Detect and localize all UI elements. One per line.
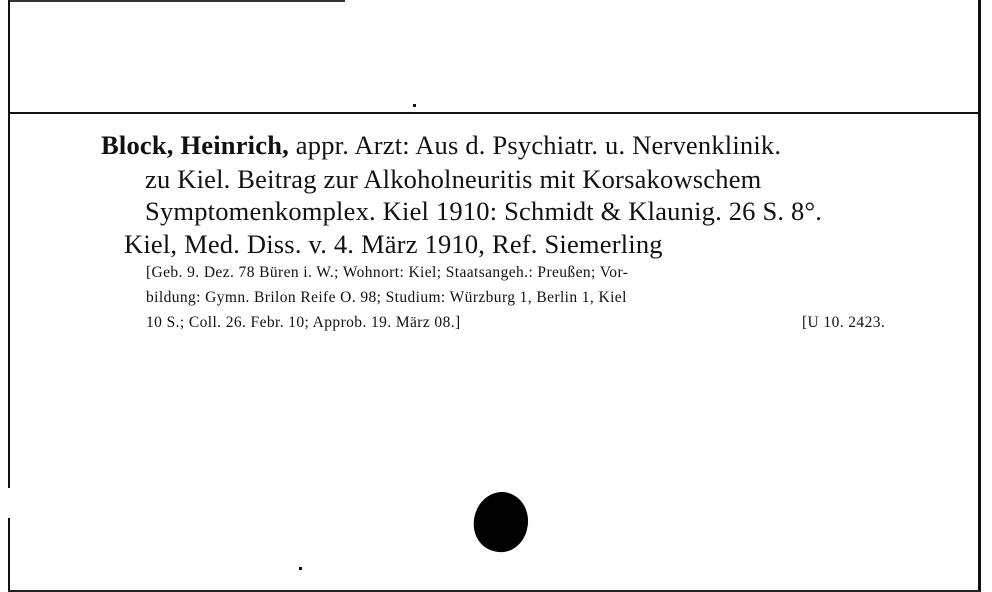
entry-line: Symptomenkomplex. Kiel 1910: Schmidt & Klaunig. 26 S. 8°. — [145, 196, 823, 226]
entry-line: zu Kiel. Beitrag zur Alkoholneuritis mit Korsakowschem — [145, 164, 762, 194]
ink-speck — [299, 567, 302, 570]
ink-speck — [413, 104, 416, 107]
left-border — [8, 0, 10, 488]
entry-heading — [101, 130, 781, 160]
left-border-lower — [8, 518, 10, 592]
biographical-note: [Geb. 9. Dez. 78 Büren i. W.; Wohnort: Kiel; Staatsangeh.: Preußen; Vor- — [146, 264, 629, 281]
header-divider — [8, 112, 980, 114]
shelf-signature: [U 10. 2423. — [802, 314, 886, 331]
biographical-note: 10 S.; Coll. 26. Febr. 10; Approb. 19. März 08.] — [146, 314, 461, 331]
heading-rest: appr. Arzt: Aus d. Psychiatr. u. Nervenklinik. — [288, 130, 782, 160]
right-border — [978, 0, 981, 120]
right-border-lower — [978, 120, 981, 592]
biographical-note: bildung: Gymn. Brilon Reife O. 98; Studium: Würzburg 1, Berlin 1, Kiel — [146, 289, 627, 306]
punch-hole — [468, 486, 535, 557]
entry-line: Kiel, Med. Diss. v. 4. März 1910, Ref. Siemerling — [124, 229, 663, 259]
author-name: Block, Heinrich, — [101, 130, 289, 160]
top-rule — [10, 0, 345, 2]
